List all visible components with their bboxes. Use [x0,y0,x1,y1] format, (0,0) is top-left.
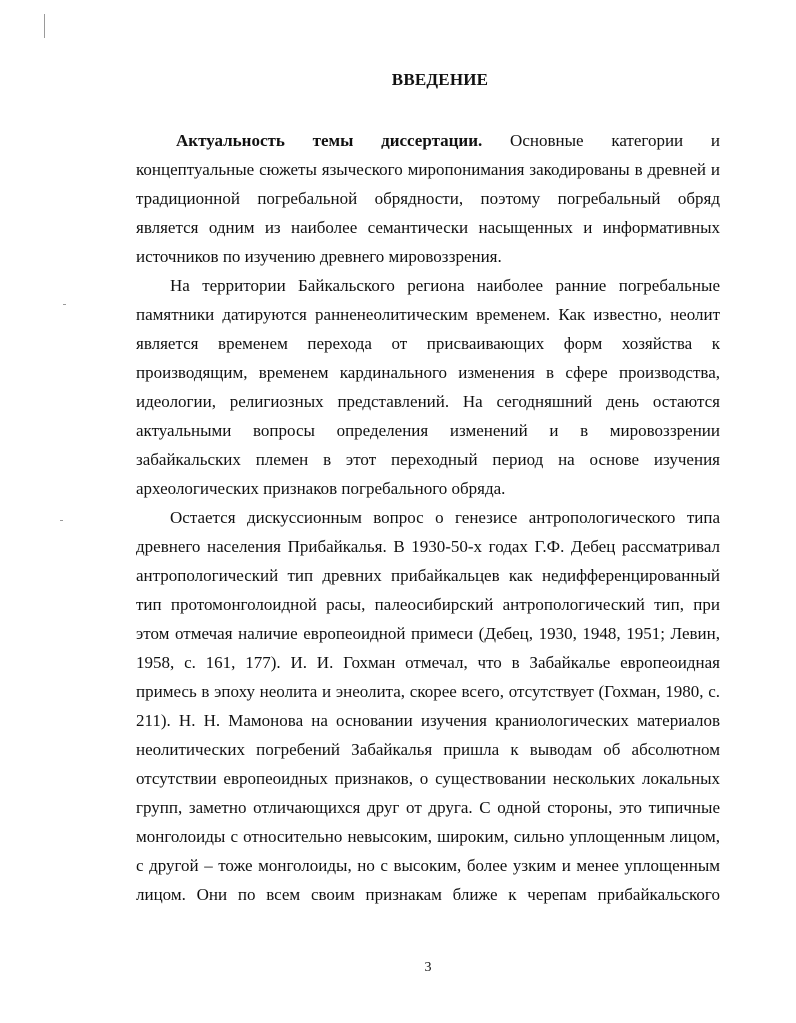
scan-artifact [44,14,45,38]
section-heading: ВВЕДЕНИЕ [391,70,489,89]
paragraph-anthropology [136,503,720,909]
page-number: 3 [424,960,432,975]
scan-artifact [60,520,63,521]
paragraph-text: На территории Байкальского региона наиболее ранние погребальные памятники датируются ранненеолитическим временем. Как известно, неолит является временем перехода от присваивающих форм хозяйства к производящим, временем кардинального изменения в сфере производства, идеологии, религиозных представлений. На сегодняшний день остаются актуальными вопросы определения изменений и в мировоззрении забайкальских племен в этот переходный период на основе изучения археологических признаков погребального обряда. [136,276,720,498]
paragraph-text: Остается дискуссионным вопрос о генезисе антропологического типа древнего населения Прибайкалья. В 1930-50-х годах Г.Ф. Дебец рассматривал антропологический тип древних прибайкальцев как недифференцированный тип протомонголоидной расы, палеосибирский антропологический тип, при этом отмечая наличие европеоидной примеси (Дебец, 1930, 1948, 1951; Левин, 1958, с. 161, 177). И. И. Гохман отмечал, что в Забайкалье европеоидная примесь в эпоху неолита и энеолита, скорее всего, отсутствует (Гохман, 1980, с. 211). Н. Н. Мамонова на основании изучения краниологических материалов неолитических погребений Забайкалья пришла к выводам об абсолютном отсутствии европеоидных признаков, о существовании нескольких локальных групп, заметно отличающихся друг от друга. С одной стороны, это типичные монголоиды с относительно невысоким, широким, сильно уплощенным лицом, с другой – тоже монголоиды, но с высоким, более узким и менее уплощенным лицом. Они по всем своим признакам ближе к черепам прибайкальского [136,508,720,904]
paragraph-text: Основные категории и концептуальные сюжеты языческого миропонимания закодированы в древней и традиционной погребальной обрядности, поэтому погребальный обряд является одним из наиболее семантически насыщенных и информативных источников по изучению древнего мировоззрения. [136,131,721,266]
paragraph-relevance [136,126,720,271]
body-text [136,126,720,909]
paragraph-baikal-region [136,271,720,503]
paragraph-lead: Актуальность темы диссертации. [176,131,483,150]
scan-artifact [63,304,66,305]
